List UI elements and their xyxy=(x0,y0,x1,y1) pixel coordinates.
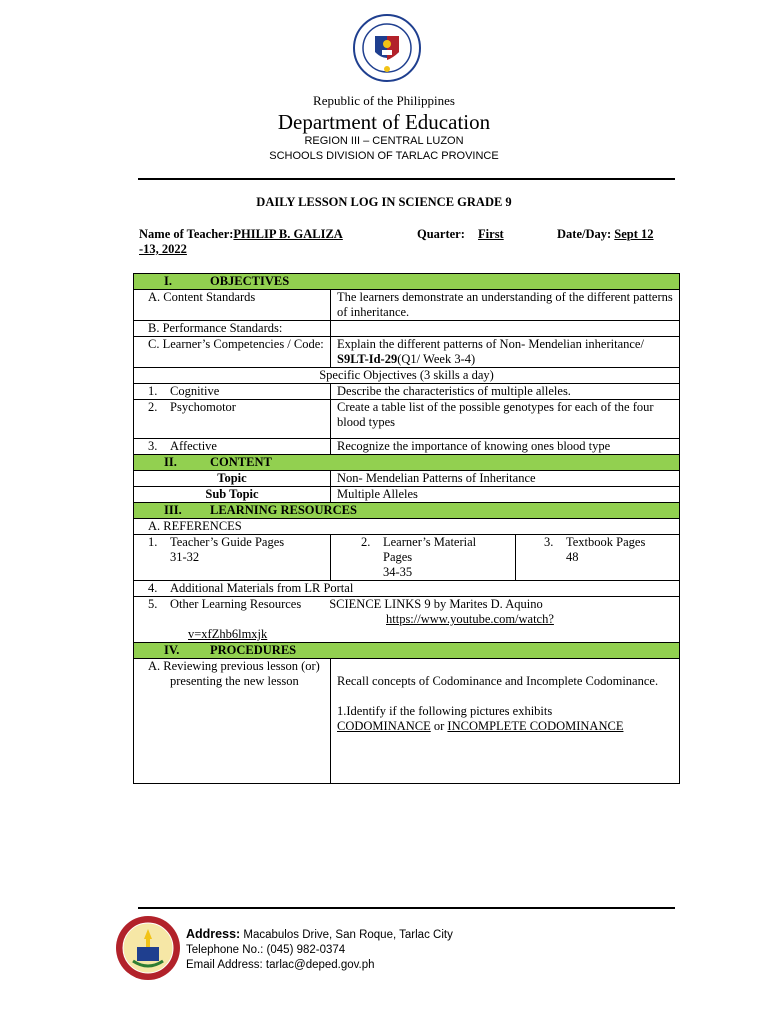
date-label: Date/Day: xyxy=(557,227,612,241)
topic-label: Topic xyxy=(134,471,331,487)
competencies-code: S9LT-Id-29 xyxy=(337,352,398,366)
quarter-value: First xyxy=(478,227,504,241)
additional-materials-row xyxy=(134,581,680,597)
region-heading: REGION III – CENTRAL LUZON xyxy=(304,135,464,147)
affective-value: Recognize the importance of knowing ones blood type xyxy=(331,439,680,455)
deped-seal-logo xyxy=(353,14,421,82)
email-text: Email Address: tarlac@deped.gov.ph xyxy=(186,959,375,971)
lesson-log-table xyxy=(133,273,680,784)
youtube-link-part1[interactable]: https://www.youtube.com/watch? xyxy=(386,612,554,626)
cognitive-label-cell xyxy=(134,384,331,400)
footer-divider xyxy=(138,907,675,909)
procedures-header-row xyxy=(134,643,680,659)
other-label: Other Learning Resources xyxy=(170,597,302,611)
procedures-num: IV. xyxy=(164,643,180,657)
procedures-heading: PROCEDURES xyxy=(210,643,297,657)
other-resources-cell xyxy=(134,597,680,643)
content-num: II. xyxy=(164,455,177,469)
reviewing-label-cell xyxy=(134,659,331,784)
cognitive-row xyxy=(134,384,680,400)
lm-num: 2. xyxy=(361,535,371,549)
affective-label: Affective xyxy=(170,439,217,453)
subtopic-value: Multiple Alleles xyxy=(331,487,680,503)
affective-num: 3. xyxy=(148,439,158,453)
specific-objectives-heading: Specific Objectives (3 skills a day) xyxy=(134,368,680,384)
textbook-cell xyxy=(516,535,680,581)
cognitive-num: 1. xyxy=(148,384,158,398)
psychomotor-label-cell xyxy=(134,400,331,439)
youtube-link-part2[interactable]: v=xfZhb6lmxjk xyxy=(188,627,268,641)
topic-value: Non- Mendelian Patterns of Inheritance xyxy=(331,471,680,487)
codominance-term: CODOMINANCE xyxy=(337,719,431,733)
date-value-1: Sept 12 xyxy=(614,227,654,241)
affective-label-cell xyxy=(134,439,331,455)
topic-row xyxy=(134,471,680,487)
resources-heading: LEARNING RESOURCES xyxy=(210,503,357,517)
content-standards-value: The learners demonstrate an understanding of the different patterns of inheritance. xyxy=(331,290,680,321)
learners-material-cell xyxy=(331,535,516,581)
subtopic-label: Sub Topic xyxy=(134,487,331,503)
telephone-text: Telephone No.: (045) 982-0374 xyxy=(186,944,346,956)
competencies-value: Explain the different patterns of Non- Mendelian inheritance/ xyxy=(337,337,644,351)
psychomotor-row xyxy=(134,400,680,439)
additional-num: 4. xyxy=(148,581,158,595)
reviewing-value: Recall concepts of Codominance and Incomplete Codominance. xyxy=(337,674,659,688)
quarter-label: Quarter: xyxy=(417,227,465,241)
lm-label: Learner’s Material Pages xyxy=(383,535,477,564)
resources-num: III. xyxy=(164,503,182,517)
division-heading: SCHOOLS DIVISION OF TARLAC PROVINCE xyxy=(269,150,499,162)
teacher-info-line xyxy=(139,227,343,242)
content-header-row xyxy=(134,455,680,471)
cognitive-value: Describe the characteristics of multiple alleles. xyxy=(331,384,680,400)
incomplete-codominance-term: INCOMPLETE CODOMINANCE xyxy=(447,719,624,733)
tg-num: 1. xyxy=(148,535,158,549)
sdo-tarlac-seal-logo xyxy=(115,915,181,981)
psychomotor-num: 2. xyxy=(148,400,158,414)
specific-objectives-row xyxy=(134,368,680,384)
teachers-guide-cell xyxy=(134,535,331,581)
reviewing-label: A. Reviewing previous lesson (or) presenting the new lesson xyxy=(148,659,320,688)
department-heading: Department of Education xyxy=(277,110,491,134)
tb-num: 3. xyxy=(544,535,554,549)
competencies-cell xyxy=(331,337,680,368)
other-num: 5. xyxy=(148,597,158,611)
references-label: A. REFERENCES xyxy=(134,519,680,535)
additional-label: Additional Materials from LR Portal xyxy=(170,581,354,595)
date-value-2: -13, 2022 xyxy=(139,242,187,256)
teacher-label: Name of Teacher: xyxy=(139,227,234,241)
other-value: SCIENCE LINKS 9 by Marites D. Aquino xyxy=(329,597,543,611)
content-standards-row xyxy=(134,290,680,321)
other-resources-row xyxy=(134,597,680,643)
objectives-header-row xyxy=(134,274,680,290)
header-divider xyxy=(138,178,675,180)
psychomotor-label: Psychomotor xyxy=(170,400,236,414)
address-value: Macabulos Drive, San Roque, Tarlac City xyxy=(240,929,453,941)
psychomotor-value: Create a table list of the possible genotypes for each of the four blood types xyxy=(331,400,680,439)
performance-standards-label: B. Performance Standards: xyxy=(134,321,331,337)
objectives-num: I. xyxy=(164,274,172,288)
references-row xyxy=(134,519,680,535)
resources-header-row xyxy=(134,503,680,519)
republic-heading: Republic of the Philippines xyxy=(313,93,455,108)
objectives-heading: OBJECTIVES xyxy=(210,274,290,288)
affective-row xyxy=(134,439,680,455)
or-text: or xyxy=(430,719,448,733)
tg-label: Teacher’s Guide Pages xyxy=(170,535,285,549)
teacher-name: PHILIP B. GALIZA xyxy=(233,227,343,241)
tb-label: Textbook Pages xyxy=(566,535,646,549)
competencies-label: C. Learner’s Competencies / Code: xyxy=(134,337,331,368)
reviewing-instruction: 1.Identify if the following pictures exhibits xyxy=(337,704,553,718)
address-label: Address: xyxy=(186,927,241,941)
footer-contact xyxy=(186,927,453,973)
content-heading: CONTENT xyxy=(210,455,272,469)
cognitive-label: Cognitive xyxy=(170,384,220,398)
reviewing-row xyxy=(134,659,680,784)
quarter-info xyxy=(417,227,514,242)
competencies-suffix: (Q1/ Week 3-4) xyxy=(397,352,476,366)
document-title: DAILY LESSON LOG IN SCIENCE GRADE 9 xyxy=(256,195,512,209)
lm-pages: 34-35 xyxy=(383,565,413,579)
tb-pages: 48 xyxy=(566,550,579,564)
date-info xyxy=(557,227,654,242)
additional-materials-cell xyxy=(134,581,680,597)
performance-standards-value xyxy=(331,321,680,337)
tg-pages: 31-32 xyxy=(170,550,200,564)
content-standards-label: A. Content Standards xyxy=(134,290,331,321)
subtopic-row xyxy=(134,487,680,503)
competencies-row xyxy=(134,337,680,368)
performance-standards-row xyxy=(134,321,680,337)
reviewing-value-cell xyxy=(331,659,680,784)
reference-pages-row xyxy=(134,535,680,581)
